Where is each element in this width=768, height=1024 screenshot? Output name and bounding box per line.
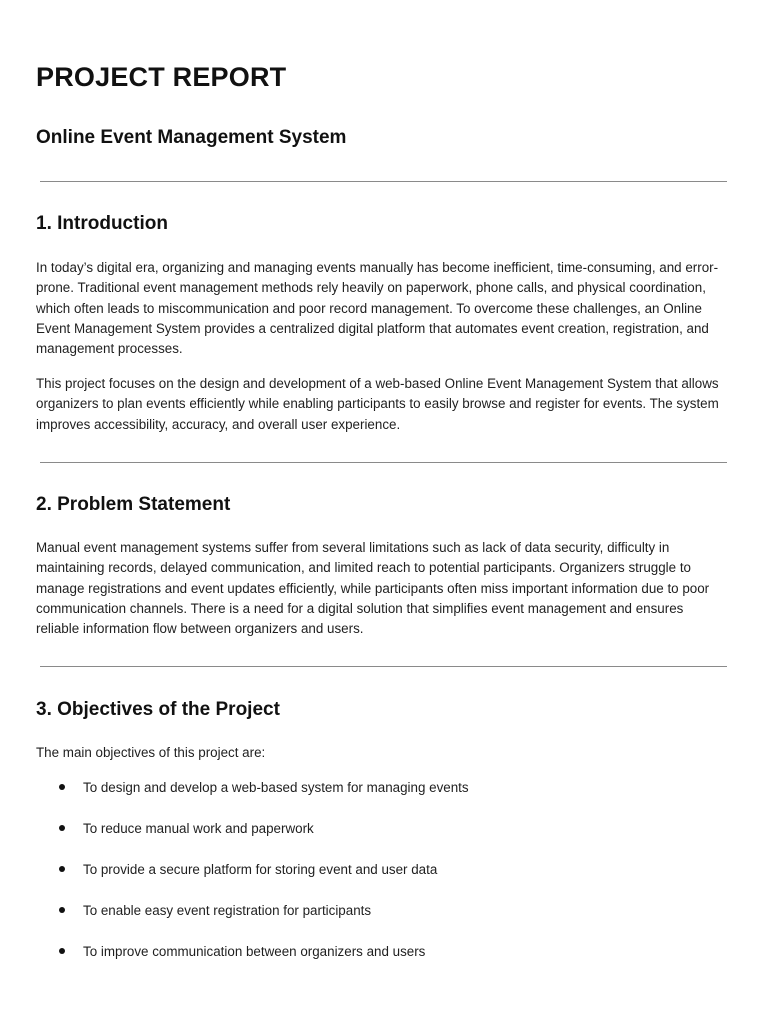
- introduction-paragraph-2: This project focuses on the design and development of a web-based Online Event Management System that allows organizers to plan events efficiently while enabling participants to easily browse and register for events. The system improves accessibility, accuracy, and overall user experience.: [36, 376, 719, 432]
- bullet-icon: [59, 866, 65, 872]
- problem-statement-paragraph: Manual event management systems suffer from several limitations such as lack of data security, difficulty in maintaining records, delayed communication, and limited reach to potential participants. Organizers struggle to manage registrations and event updates efficiently, while participants often miss important information due to poor communication channels. There is a need for a digital solution that simplifies event management and ensures reliable information flow between organizers and users.: [36, 540, 710, 637]
- objectives-list: [36, 776, 726, 981]
- list-item: [36, 858, 726, 899]
- list-item-text: To enable easy event registration for participants: [83, 903, 372, 918]
- list-item: [36, 940, 726, 981]
- bullet-icon: [59, 825, 65, 831]
- list-item: [36, 899, 726, 940]
- list-item: [36, 776, 726, 817]
- section-divider: [40, 181, 727, 182]
- problem-statement-heading: 2. Problem Statement: [36, 494, 231, 515]
- bullet-icon: [59, 907, 65, 913]
- bullet-icon: [59, 784, 65, 790]
- section-divider: [40, 462, 727, 463]
- objectives-heading: 3. Objectives of the Project: [36, 699, 280, 720]
- document-subtitle: Online Event Management System: [36, 127, 347, 148]
- list-item-text: To provide a secure platform for storing event and user data: [83, 862, 438, 877]
- introduction-heading: 1. Introduction: [36, 213, 168, 234]
- list-item-text: To design and develop a web-based system for managing events: [83, 780, 469, 795]
- list-item: [36, 817, 726, 858]
- list-item-text: To reduce manual work and paperwork: [83, 821, 314, 836]
- introduction-paragraph-1: In today’s digital era, organizing and managing events manually has become inefficient, time-consuming, and error-prone. Traditional event management methods rely heavily on paperwork, phone calls, and physical coordination, which often leads to miscommunication and poor record management. To overcome these challenges, an Online Event Management System provides a centralized digital platform that automates event creation, registration, and management processes.: [36, 260, 719, 357]
- list-item-text: To improve communication between organizers and users: [83, 944, 426, 959]
- section-divider: [40, 666, 727, 667]
- document-title: PROJECT REPORT: [36, 62, 287, 92]
- objectives-intro: The main objectives of this project are:: [36, 745, 266, 760]
- bullet-icon: [59, 948, 65, 954]
